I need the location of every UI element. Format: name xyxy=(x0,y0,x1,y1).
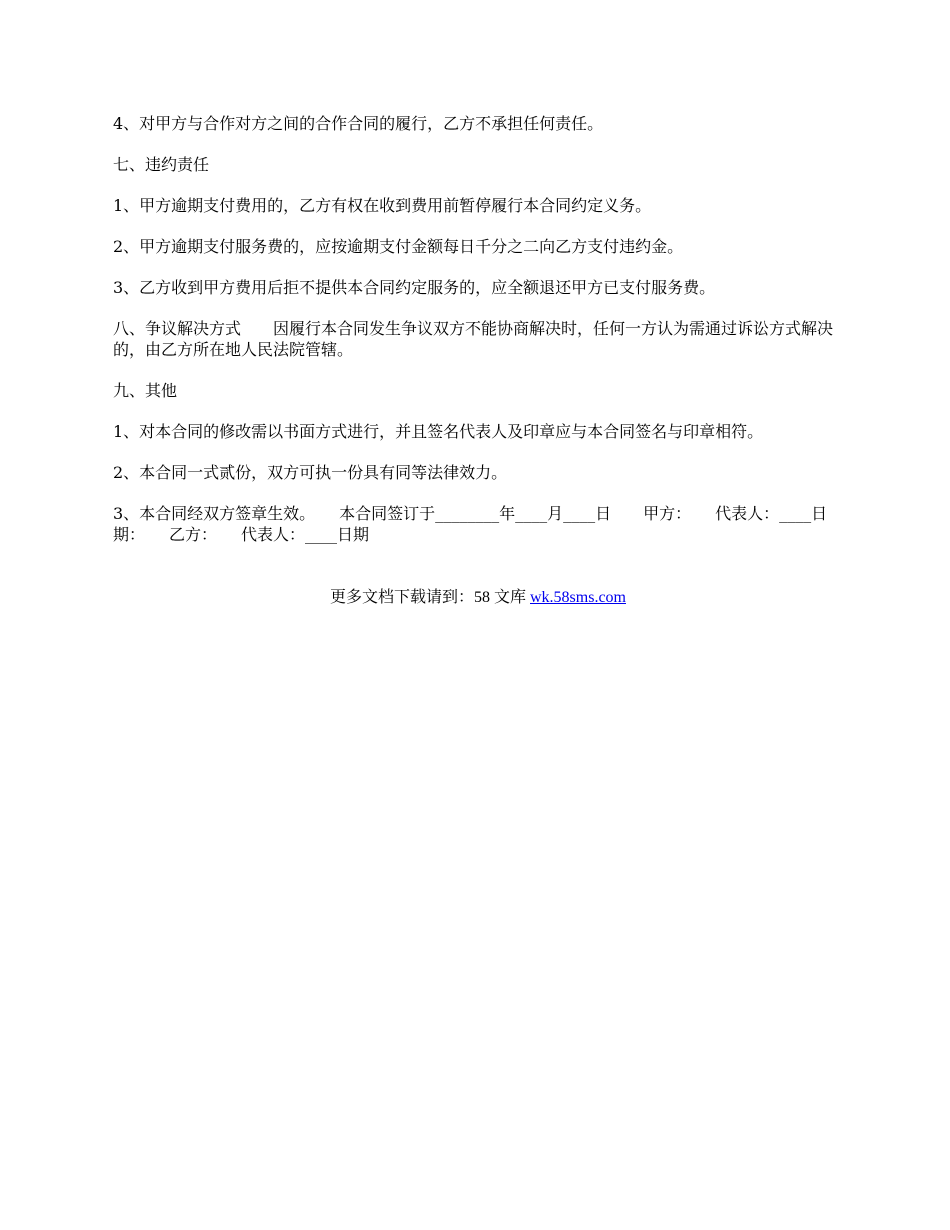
section-8-dispute: 八、争议解决方式 因履行本合同发生争议双方不能协商解决时，任何一方认为需通过诉讼方式解决的，由乙方所在地人民法院管辖。 xyxy=(113,319,834,359)
clause-7-2: 2、甲方逾期支付服务费的，应按逾期支付金额每日千分之二向乙方支付违约金。 xyxy=(113,237,684,256)
clause-7-1: 1、甲方逾期支付费用的，乙方有权在收到费用前暂停履行本合同约定义务。 xyxy=(113,196,652,215)
footer-text: 更多文档下载请到：58 文库 xyxy=(329,589,530,606)
clause-7-3: 3、乙方收到甲方费用后拒不提供本合同约定服务的，应全额退还甲方已支付服务费。 xyxy=(113,278,716,297)
clause-4-no-liability: 4、对甲方与合作对方之间的合作合同的履行，乙方不承担任何责任。 xyxy=(113,114,604,133)
clause-9-1: 1、对本合同的修改需以书面方式进行，并且签名代表人及印章应与本合同签名与印章相符。 xyxy=(113,422,764,441)
section-7-heading: 七、违约责任 xyxy=(113,155,210,174)
clause-9-2: 2、本合同一式贰份，双方可执一份具有同等法律效力。 xyxy=(113,463,508,482)
footer-link[interactable]: wk.58sms.com xyxy=(530,589,626,606)
section-9-heading: 九、其他 xyxy=(113,381,178,400)
document-body xyxy=(113,113,843,565)
download-footer xyxy=(113,587,843,608)
clause-9-3-signature: 3、本合同经双方签章生效。 本合同签订于________年____月____日 甲方： 代表人：____日期： 乙方： 代表人：____日期 xyxy=(113,504,828,544)
